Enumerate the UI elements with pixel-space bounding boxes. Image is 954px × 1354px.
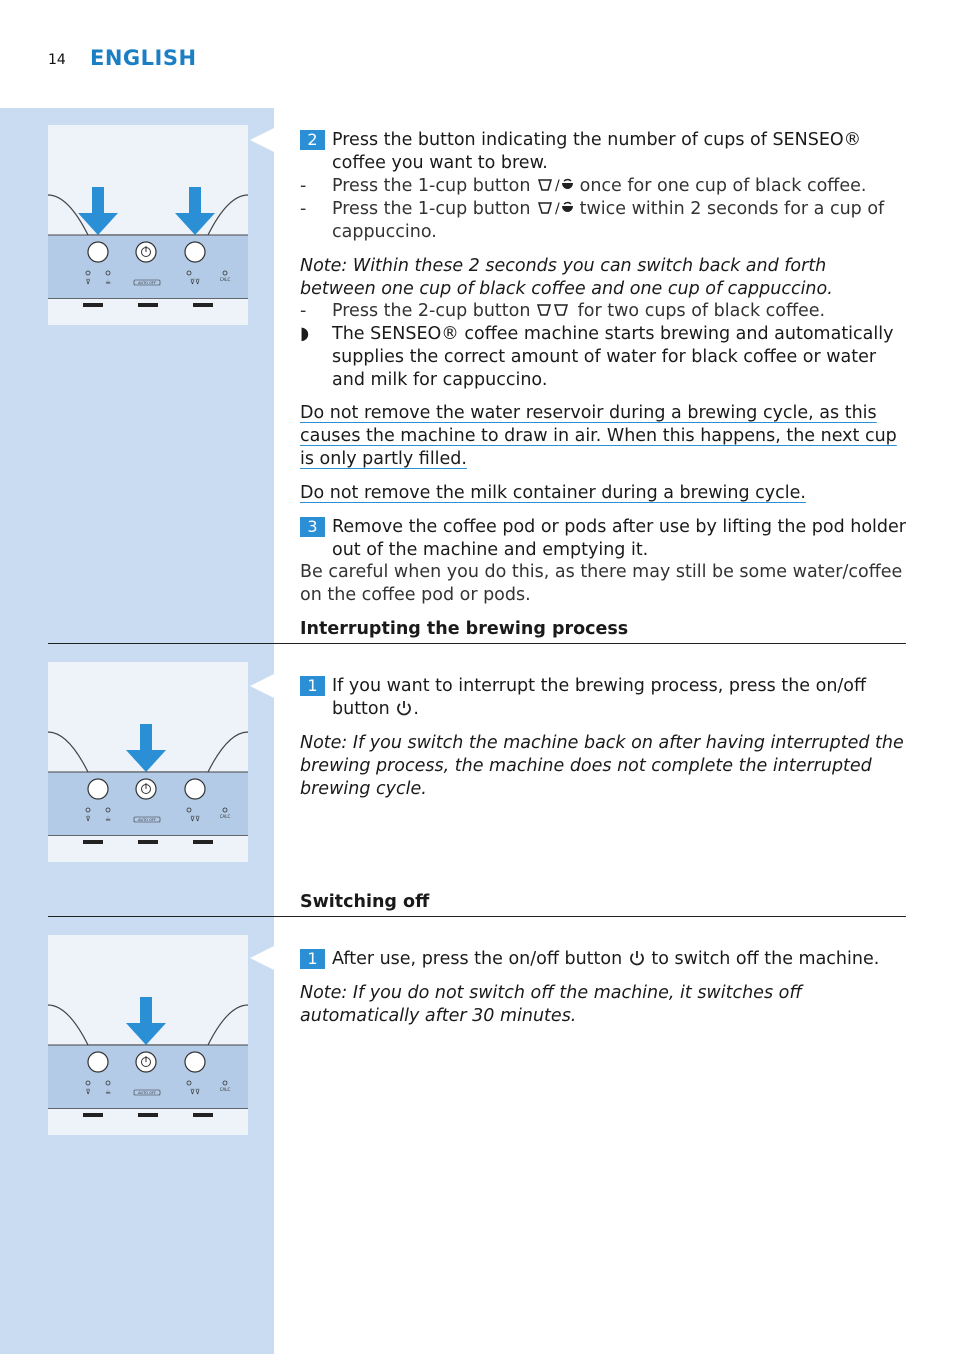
illustration-cup-buttons — [48, 125, 248, 325]
warning-2 — [300, 482, 906, 505]
language-title: ENGLISH — [90, 46, 197, 70]
note-switch-off — [300, 982, 906, 1028]
pointer-notch — [250, 128, 274, 152]
svg-text:/: / — [555, 178, 560, 193]
bullet-text-post: once for one cup of black coffee. — [579, 176, 867, 196]
caution-body: Be careful when you do this, as there may still be some water/coffee on the coffee pod or pods. — [300, 562, 903, 605]
step-number: 1 — [300, 949, 325, 969]
note-1 — [300, 255, 906, 301]
svg-text:⊽: ⊽ — [85, 278, 91, 286]
svg-text:⊽⊽: ⊽⊽ — [189, 278, 201, 286]
illustration-power-button-interrupt — [48, 662, 248, 862]
step-text-pre: After use, press the on/off button — [332, 949, 623, 969]
step-text: Remove the coffee pod or pods after use by lifting the pod holder out of the machine and emptying it. — [332, 517, 906, 560]
auto-off-label: AUTO OFF — [138, 281, 156, 285]
bullet-text-pre: Press the 1-cup button — [332, 176, 531, 196]
step-3-block — [300, 516, 906, 562]
step-text-post: to switch off the machine. — [651, 949, 880, 969]
calc-label: CALC — [219, 1087, 231, 1092]
power-icon — [395, 700, 413, 716]
step-text: Press the button indicating the number of cups of SENSEO® coffee you want to brew. — [332, 130, 862, 173]
result-text: The SENSEO® coffee machine starts brewing and automatically supplies the correct amount of water for black coffee or water and milk for cappuccino. — [332, 324, 894, 390]
caution-text — [300, 561, 906, 607]
section-heading-switching-off: Switching off — [300, 892, 430, 912]
note-interrupt — [300, 732, 906, 801]
warning-text: Do not remove the milk container during a brewing cycle. — [300, 483, 806, 503]
one-cup-icon — [536, 200, 574, 216]
section-divider — [48, 643, 906, 644]
calc-label: CALC — [219, 814, 231, 819]
pointer-notch — [250, 946, 274, 970]
section-divider — [48, 916, 906, 917]
note-text: Note: If you do not switch off the machine, it switches off automatically after 30 minutes. — [300, 983, 802, 1026]
svg-text:☕: ☕ — [104, 815, 112, 823]
page-number: 14 — [48, 52, 66, 68]
svg-text:☕: ☕ — [104, 1088, 112, 1096]
pointer-notch — [250, 674, 274, 698]
note-text: Note: Within these 2 seconds you can switch back and forth between one cup of black coffee and one cup of cappuccino. — [300, 256, 833, 299]
illustration-power-button-off — [48, 935, 248, 1135]
step-number: 2 — [300, 130, 325, 150]
svg-text:/: / — [555, 201, 560, 216]
bullet-text-pre: Press the 1-cup button — [332, 199, 531, 219]
bullet-text-post: for two cups of black coffee. — [577, 301, 826, 321]
svg-text:☕: ☕ — [104, 278, 112, 286]
bullet-3: - Press the 2-cup button for two cups of black coffee. — [300, 301, 826, 321]
interrupt-step-1: 1 If you want to interrupt the brewing process, press the on/off button . — [300, 675, 906, 721]
step-text: If you want to interrupt the brewing process, press the on/off button — [332, 676, 867, 719]
svg-text:⊽: ⊽ — [85, 815, 91, 823]
one-cup-icon — [536, 177, 574, 193]
note-text: Note: If you switch the machine back on after having interrupted the brewing process, the machine does not complete the interrupted brewing cycle. — [300, 733, 904, 799]
switch-off-step-1 — [300, 948, 906, 971]
auto-off-label: AUTO OFF — [138, 818, 156, 822]
bullet-2: - Press the 1-cup button / twice within 2 seconds for a cup of cappuccino. — [300, 199, 885, 242]
bullet-text-post: twice within 2 seconds for a cup of cappuccino. — [332, 199, 885, 242]
bullet-text-pre: Press the 2-cup button — [332, 301, 531, 321]
step-number: 1 — [300, 676, 325, 696]
calc-label: CALC — [219, 277, 231, 282]
result-arrow-icon: ◗ — [300, 324, 310, 344]
warning-text: Do not remove the water reservoir during a brewing cycle, as this causes the machine to draw in air. When this happens, the next cup is only partly filled. — [300, 403, 897, 469]
result-line — [300, 323, 906, 392]
two-cup-icon — [536, 302, 572, 318]
power-icon — [628, 950, 646, 966]
section-heading-interrupt: Interrupting the brewing process — [300, 619, 629, 639]
warning-1 — [300, 402, 906, 471]
svg-text:⊽: ⊽ — [85, 1088, 91, 1096]
bullet-1: - Press the 1-cup button / once for one cup of black coffee. — [300, 176, 867, 196]
auto-off-label: AUTO OFF — [138, 1091, 156, 1095]
svg-text:⊽⊽: ⊽⊽ — [189, 815, 201, 823]
step-2-block — [300, 129, 906, 175]
step-number: 3 — [300, 517, 325, 537]
svg-text:⊽⊽: ⊽⊽ — [189, 1088, 201, 1096]
